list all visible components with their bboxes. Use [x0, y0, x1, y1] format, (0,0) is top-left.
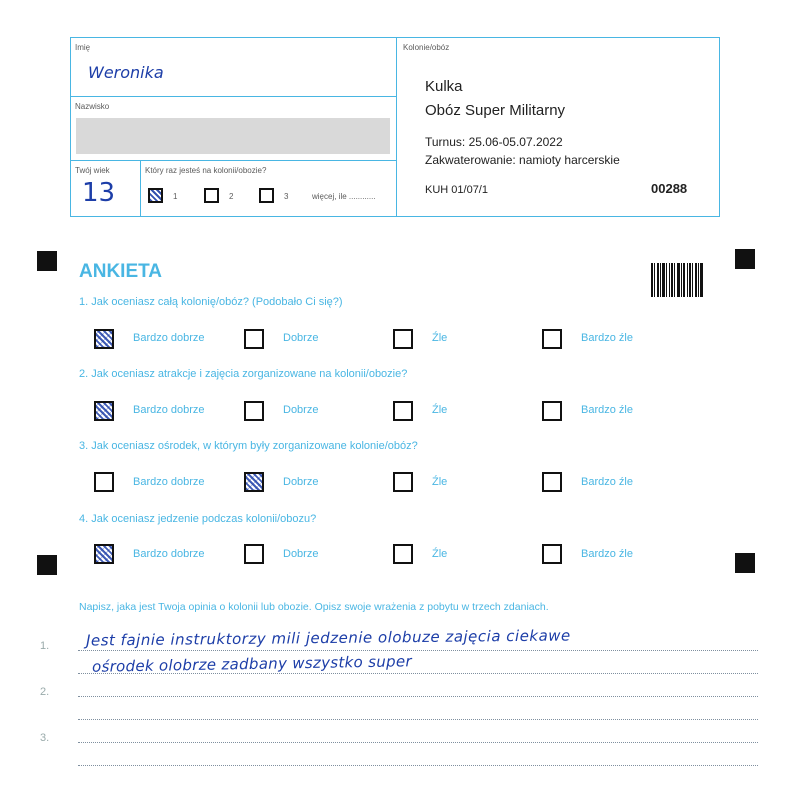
q4-checkbox-bardzo-dobrze[interactable]: [94, 544, 114, 564]
times-option-label: 2: [229, 192, 234, 201]
surname-label: Nazwisko: [75, 102, 110, 111]
times-more-label: więcej, ile ............: [312, 192, 376, 201]
times-option-label: 1: [173, 192, 178, 201]
option-label: Bardzo źle: [581, 476, 633, 488]
times-label: Który raz jesteś na kolonii/obozie?: [145, 166, 267, 175]
registration-marker: [37, 555, 57, 575]
line-number: 1.: [40, 640, 50, 652]
question-4: 4. Jak oceniasz jedzenie podczas kolonii/obozu?: [79, 513, 317, 525]
option-label: Źle: [432, 404, 448, 416]
q4-checkbox-dobrze[interactable]: [244, 544, 264, 564]
opinion-prompt: Napisz, jaka jest Twoja opinia o kolonii lub obozie. Opisz swoje wrażenia z pobytu w trzech zdaniach.: [79, 601, 549, 613]
option-label: Dobrze: [283, 476, 319, 488]
name-label: Imię: [75, 43, 91, 52]
line-number: 3.: [40, 732, 50, 744]
option-label: Bardzo źle: [581, 404, 633, 416]
times-checkbox-3[interactable]: [259, 188, 274, 203]
opinion-handwritten-line-1: Jest fajnie instruktorzy mili jedzenie olobuze zajęcia ciekawe: [85, 626, 571, 650]
option-label: Bardzo dobrze: [133, 476, 205, 488]
times-checkbox-1[interactable]: [148, 188, 163, 203]
header-line: [70, 160, 396, 161]
camp-name: Obóz Super Militarny: [425, 102, 566, 119]
option-label: Bardzo dobrze: [133, 548, 205, 560]
writing-line: [78, 696, 758, 697]
registration-marker: [735, 249, 755, 269]
writing-line: [78, 719, 758, 720]
registration-marker: [735, 553, 755, 573]
q1-checkbox-bardzo-dobrze[interactable]: [94, 329, 114, 349]
option-label: Źle: [432, 476, 448, 488]
camp-turnus: Turnus: 25.06-05.07.2022: [425, 135, 563, 149]
q3-checkbox-bardzo-dobrze[interactable]: [94, 472, 114, 492]
q1-checkbox-bardzo-zle[interactable]: [542, 329, 562, 349]
header-line: [70, 96, 396, 97]
surname-redacted: [76, 118, 390, 154]
opinion-handwritten-line-2: ośrodek olobrze zadbany wszystko super: [91, 652, 413, 676]
times-checkbox-2[interactable]: [204, 188, 219, 203]
q1-checkbox-zle[interactable]: [393, 329, 413, 349]
barcode: [651, 263, 703, 297]
name-value: Weronika: [88, 63, 164, 82]
option-label: Bardzo źle: [581, 332, 633, 344]
q4-checkbox-bardzo-zle[interactable]: [542, 544, 562, 564]
survey-title: ANKIETA: [79, 261, 163, 282]
q4-checkbox-zle[interactable]: [393, 544, 413, 564]
option-label: Bardzo dobrze: [133, 332, 205, 344]
writing-line: [78, 650, 758, 651]
line-number: 2.: [40, 686, 50, 698]
option-label: Bardzo dobrze: [133, 404, 205, 416]
times-option-label: 3: [284, 192, 289, 201]
camp-org: Kulka: [425, 78, 463, 95]
age-label: Twój wiek: [75, 166, 110, 175]
writing-line: [78, 742, 758, 743]
q3-checkbox-zle[interactable]: [393, 472, 413, 492]
q1-checkbox-dobrze[interactable]: [244, 329, 264, 349]
age-value: 13: [82, 178, 116, 208]
option-label: Bardzo źle: [581, 548, 633, 560]
q2-checkbox-bardzo-zle[interactable]: [542, 401, 562, 421]
registration-marker: [37, 251, 57, 271]
option-label: Dobrze: [283, 548, 319, 560]
camp-code: KUH 01/07/1: [425, 184, 488, 196]
camp-accommodation: Zakwaterowanie: namioty harcerskie: [425, 153, 620, 167]
q2-checkbox-zle[interactable]: [393, 401, 413, 421]
option-label: Dobrze: [283, 332, 319, 344]
writing-line: [78, 765, 758, 766]
question-3: 3. Jak oceniasz ośrodek, w którym były zorganizowane kolonie/obóz?: [79, 440, 418, 452]
q3-checkbox-bardzo-zle[interactable]: [542, 472, 562, 492]
q2-checkbox-dobrze[interactable]: [244, 401, 264, 421]
option-label: Dobrze: [283, 404, 319, 416]
header-divider: [396, 37, 397, 217]
q3-checkbox-dobrze[interactable]: [244, 472, 264, 492]
question-2: 2. Jak oceniasz atrakcje i zajęcia zorganizowane na kolonii/obozie?: [79, 368, 408, 380]
option-label: Źle: [432, 548, 448, 560]
camp-label: Kolonie/obóz: [403, 43, 450, 52]
option-label: Źle: [432, 332, 448, 344]
camp-number: 00288: [651, 181, 688, 196]
q2-checkbox-bardzo-dobrze[interactable]: [94, 401, 114, 421]
question-1: 1. Jak oceniasz całą kolonię/obóz? (Podobało Ci się?): [79, 296, 343, 308]
header-line: [140, 160, 141, 217]
